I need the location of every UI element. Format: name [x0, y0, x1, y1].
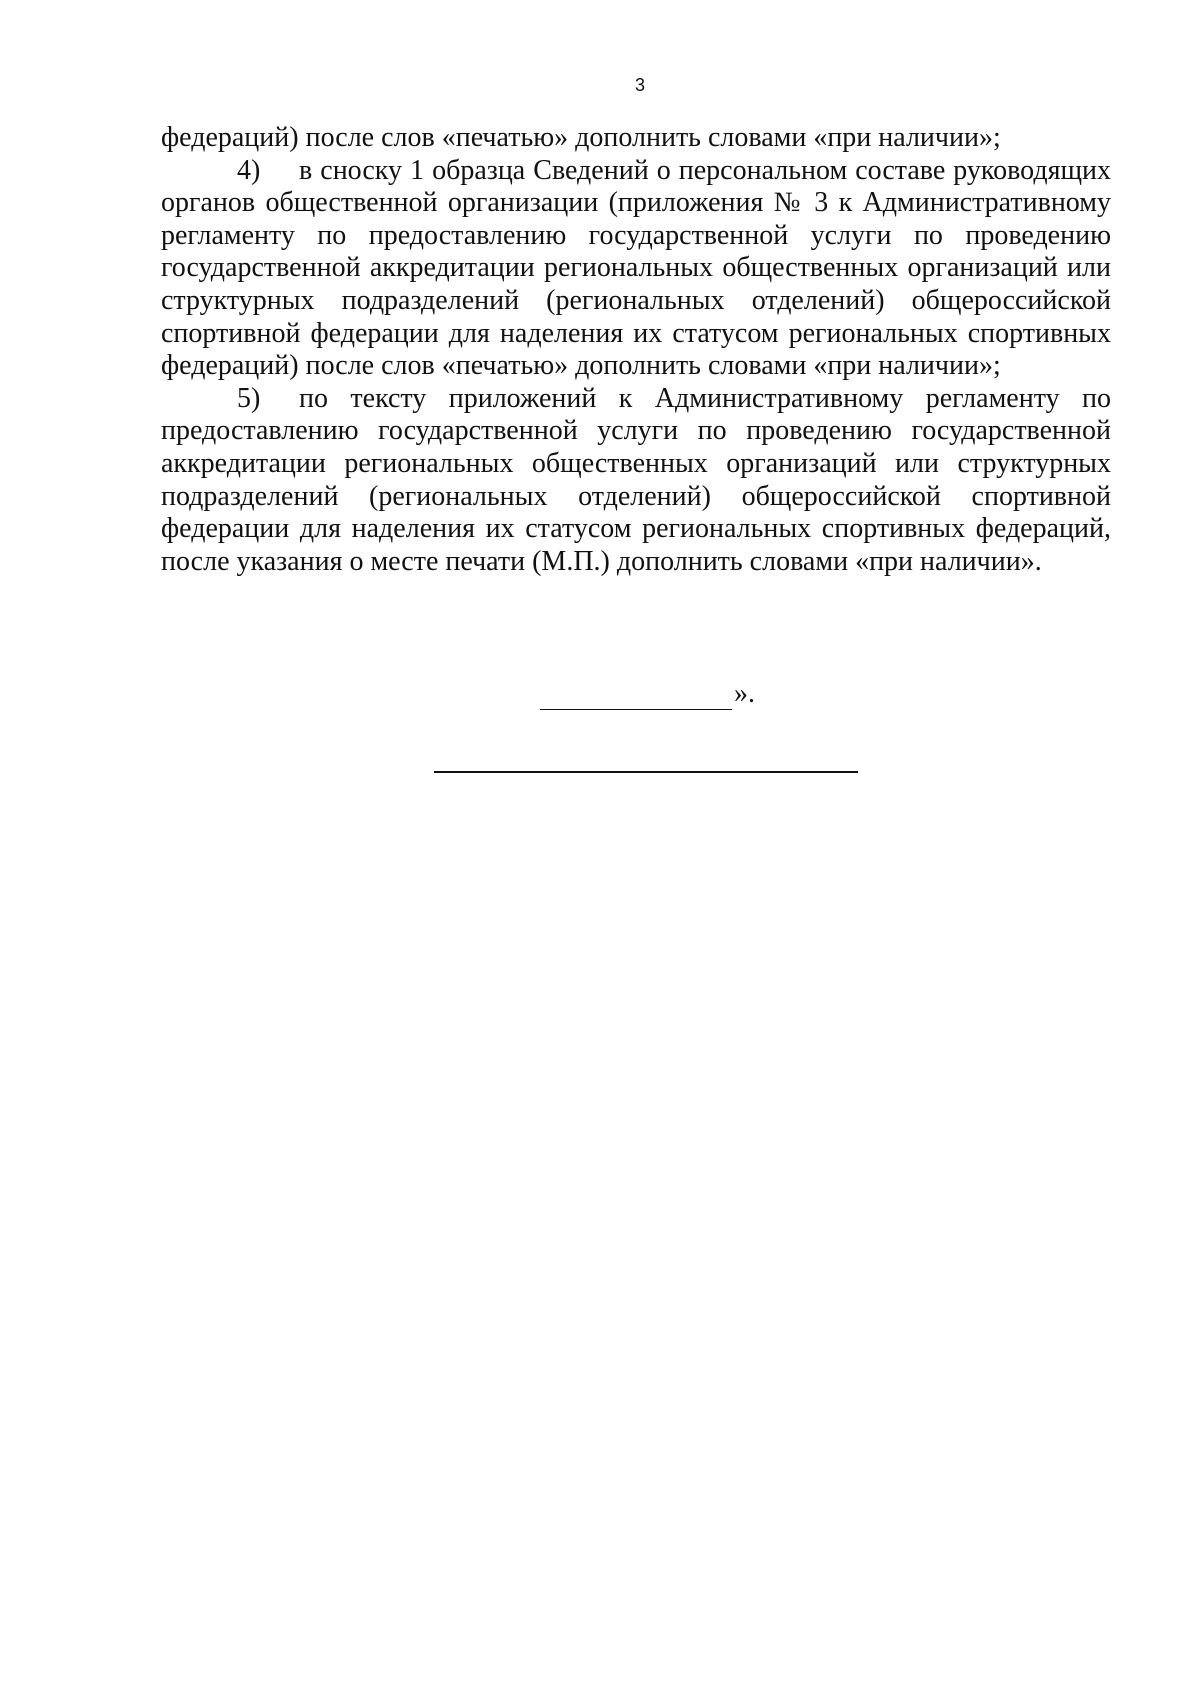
- closing-quote: ».: [734, 678, 755, 709]
- list-item-5: [161, 383, 1111, 579]
- list-item-text: в сноску 1 образца Сведений о персональном составе руководящих органов общественной организации (приложения № 3 к Административному регламенту по предоставлению государственной услуги по проведению государственной аккредитации региональных общественных организаций или структурных подразделений (региональных отделений) общероссийской спортивной федерации для наделения их статусом региональных спортивных федераций) после слов «печатью» дополнить словами «при наличии»;: [161, 154, 1111, 382]
- list-item-number: 4): [237, 154, 261, 186]
- list-item-number: 5): [237, 382, 261, 414]
- closing-mark: [540, 678, 755, 710]
- blank-underline: [540, 679, 732, 710]
- end-of-document-rule: [434, 771, 858, 773]
- document-body: [161, 122, 1111, 578]
- paragraph-continuation: федераций) после слов «печатью» дополнить словами «при наличии»;: [161, 122, 1001, 153]
- list-item-4: [161, 155, 1111, 383]
- list-item-text: по тексту приложений к Административному регламенту по предоставлению государственной услуги по проведению государственной аккредитации региональных общественных организаций или структурных подразделений (региональных отделений) общероссийской спортивной федерации для наделения их статусом региональных спортивных федераций, после указания о месте печати (М.П.) дополнить словами «при наличии».: [161, 382, 1111, 577]
- page-number: 3: [634, 75, 645, 95]
